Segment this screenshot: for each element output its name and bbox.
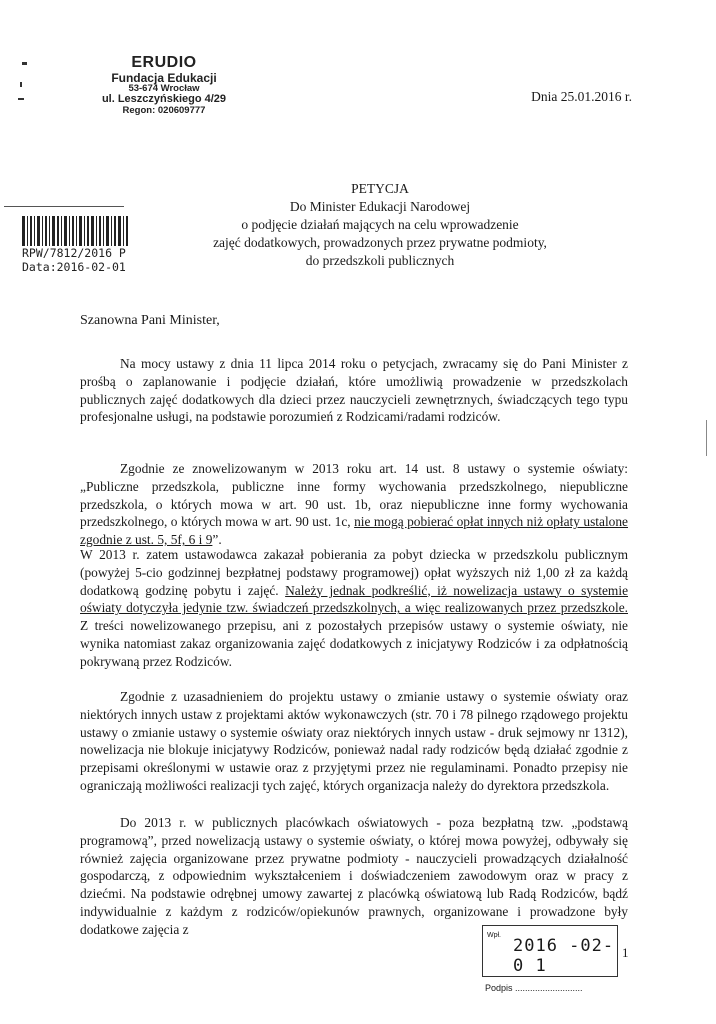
title-heading: PETYCJA	[351, 181, 409, 196]
paragraph-1: Na mocy ustawy z dnia 11 lipca 2014 roku o petycjach, zwracamy się do Pani Minister z prośbą o zaplanowanie i podjęcie działań, które umożliwią prowadzenie w przedszkolach publicznych zajęć dodatkowych dla dzieci przez nauczycieli zewnętrznych, świadczących tego typu profesjonalne usługi, na podstawie porozumień z Rodzicami/radami rodziców.	[80, 356, 628, 425]
scan-speck	[20, 82, 22, 87]
stamp-signature-line: Podpis ...........................	[485, 983, 583, 993]
underlined-text: Należy jednak podkreślić, iż nowelizacja ustawy o systemie oświaty dotyczyła jedynie tzw. świadczeń przedszkolnych, a więc realizowanych przez przedszkole.	[80, 582, 629, 616]
org-name: ERUDIO	[131, 54, 197, 71]
registry-stamp	[22, 246, 126, 274]
paragraph-3	[80, 546, 628, 671]
registry-number: RPW/7812/2016 P	[22, 246, 126, 260]
petition-title	[180, 180, 580, 270]
paragraph-2-end: ”.	[212, 532, 222, 548]
paragraph-2-text: Zgodnie ze znowelizowanym w 2013 roku art. 14 ust. 8 ustawy o systemie oświaty: „Publiczne przedszkola, publiczne inne formy wychowania przedszkolnego, niepubliczne przedszkola, o których mowa w art. 90 ust. 1b, oraz niepubliczne inne formy wychowania przedszkolnego, o których mowa w art. 90 ust. 1c,	[80, 461, 628, 530]
paragraph-2	[80, 460, 628, 549]
scan-line	[706, 420, 707, 456]
scan-speck	[22, 62, 27, 65]
title-line: zajęć dodatkowych, prowadzonych przez prywatne podmioty,	[213, 235, 547, 250]
paragraph-3-text: W 2013 r. zatem ustawodawca zakazał pobierania za pobyt dziecka w przedszkolu publicznym (powyżej 5-cio godzinnej bezpłatnej podstawy programowej) opłat wyższych niż 1,00 zł za każdą dodatkową godzinę pobytu i zajęć.	[80, 547, 628, 598]
underlined-text: nie mogą pobierać opłat innych niż opłaty ustalone zgodnie z ust. 5, 5f, 6 i 9	[80, 514, 628, 548]
title-line: Do Minister Edukacji Narodowej	[289, 199, 471, 214]
receipt-stamp	[482, 925, 618, 993]
salutation: Szanowna Pani Minister,	[80, 313, 220, 328]
scan-line	[4, 206, 124, 207]
paragraph-3-end: Z treści nowelizowanego przepisu, ani z pozostałych przepisów ustawy o systemie oświaty, nie wynika natomiast zakaz organizowania zajęć dodatkowych z inicjatywy Rodziców i za odpłatnością pokrywaną przez Rodziców.	[80, 618, 628, 669]
registry-date: Data:2016-02-01	[22, 260, 126, 274]
title-line: do przedszkoli publicznych	[305, 253, 455, 268]
stamp-date: 2016 -02- 0 1	[513, 936, 615, 976]
scan-speck	[18, 98, 24, 100]
letter-date: Dnia 25.01.2016 r.	[531, 89, 632, 104]
title-line: o podjęcie działań mających na celu wprowadzenie	[241, 217, 519, 232]
stamp-label: Wpł.	[487, 932, 501, 939]
paragraph-4: Zgodnie z uzasadnieniem do projektu ustawy o zmianie ustawy o systemie oświaty oraz niektórych innych ustaw z projektami aktów wykonawczych (str. 70 i 78 pilnego rządowego projektu ustawy o zmianie ustawy o systemie oświaty oraz niektórych innych ustaw - druk sejmowy nr 1312), nowelizacja nie blokuje inicjatywy Rodziców, ponieważ nadal rady rodziców będą działać zgodnie z przepisami określonymi w ustawie oraz z przyjętymi przez nie regulaminami. Ponadto przepisy nie ograniczają możliwości realizacji tych zajęć, których organizacja należy do dyrektora przedszkola.	[80, 689, 628, 793]
org-postal: 53-674 Wrocław	[128, 83, 200, 95]
org-subtitle: Fundacja Edukacji	[111, 70, 217, 85]
paragraph-5: Do 2013 r. w publicznych placówkach oświatowych - poza bezpłatną tzw. „podstawą programową”, przed nowelizacją ustawy o systemie oświaty, o której mowa powyżej, odbywały się również zajęcia organizowane przez prywatne podmioty - nauczycieli prowadzących działalność gospodarczą, z odpowiednim wykształceniem i doświadczeniem zawodowym oraz w pracy z dziećmi. Na podstawie odrębnej umowy zawartej z placówką oświatową lub Radą Rodziców, bądź indywidualnie z każdym z rodziców/opiekunów prawnych, organizowane i prowadzone były dodatkowe zajęcia z	[80, 815, 628, 937]
org-regon: Regon: 020609777	[122, 104, 206, 116]
page-number: 1	[622, 945, 629, 960]
org-street: ul. Leszczyńskiego 4/29	[101, 93, 227, 106]
sender-stamp	[84, 55, 244, 116]
